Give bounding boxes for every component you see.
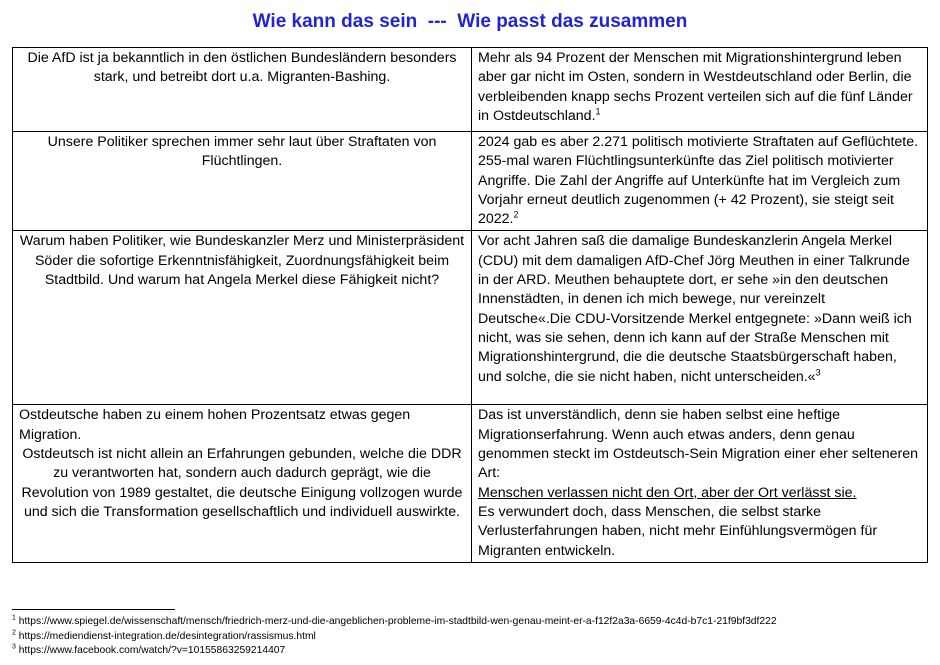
footnote-number: 1 <box>12 614 16 622</box>
footnote-ref: 1 <box>595 106 601 117</box>
fact-text: Vor acht Jahren saß die damalige Bundeskanzlerin Angela Merkel (CDU) mit dem damaligen AfD-Chef Jörg Meuthen in einer Talkrunde in der ARD. Meuthen behauptete dort, er sehe »in den deutschen Innenstädten, in denen ich mich bewege, nur vereinzelt Deutsche«.Die CDU-Vorsitzende Merkel entgegnete: »Dann weiß ich nicht, was sie sehen, denn ich kann auf der Straße Menschen mit Migrationshintergrund, die die deutsche Staatsbürgerschaft haben, und solche, die sie nicht haben, nicht unterscheiden.« <box>478 233 912 385</box>
page-title: Wie kann das sein --- Wie passt das zusammen <box>252 11 688 32</box>
statement-intro: Ostdeutsche haben zu einem hohen Prozentsatz etwas gegen Migration. <box>19 407 411 443</box>
table-row <box>13 132 928 231</box>
footnote-link[interactable]: https://mediendienst-integration.de/desintegration/rassismus.html <box>18 630 316 642</box>
fact-text: 2024 gab es aber 2.271 politisch motivierte Straftaten auf Geflüchtete. 255-mal waren Flüchtlingsunterkünfte das Ziel politisch motivierter Angriffe. Die Zahl der Angriffe auf Unterkünfte hat im Vergleich zum Vorjahr erneut deutlich zugenommen (+ 42 Prozent), sie steigt seit 2022. <box>478 134 919 228</box>
footnote-item <box>12 644 928 659</box>
statement-cell: Die AfD ist ja bekanntlich in den östlichen Bundesländern besonders stark, und betreibt dort u.a. Migranten-Bashing. <box>13 48 472 132</box>
fact-text: Mehr als 94 Prozent der Menschen mit Migrationshintergrund leben aber gar nicht im Osten, sondern in Westdeutschland oder Berlin, die verbleibenden knapp sechs Prozent verteilen sich auf die fünf Länder in Ostdeutschland. <box>478 50 913 124</box>
footnote-number: 3 <box>12 643 16 651</box>
statement-cell <box>13 405 472 562</box>
fact-cell <box>472 405 928 562</box>
footnote-divider <box>12 609 175 610</box>
table-row <box>13 48 928 132</box>
table-row <box>13 405 928 562</box>
comparison-table <box>12 47 928 563</box>
fact-cell <box>472 132 928 231</box>
statement-cell: Unsere Politiker sprechen immer sehr laut über Straftaten von Flüchtlingen. <box>13 132 472 231</box>
fact-conclusion: Es verwundert doch, dass Menschen, die selbst starke Verlusterfahrungen haben, nicht mehr Einfühlungsvermögen für Migranten entwickeln. <box>478 503 878 559</box>
statement-cell: Warum haben Politiker, wie Bundeskanzler Merz und Ministerpräsident Söder die sofortige Erkenntnisfähigkeit, Zuordnungsfähigkeit beim Stadtbild. Und warum hat Angela Merkel diese Fähigkeit nicht? <box>13 231 472 405</box>
footnote-ref: 2 <box>513 209 519 220</box>
footnote-link[interactable]: https://www.spiegel.de/wissenschaft/mensch/friedrich-merz-und-die-angeblichen-probleme-im-stadtbild-wen-genau-meint-er-a-f12f2a3a-6659-4c4d-b7c1-21f9bf3df222 <box>18 616 777 627</box>
fact-cell <box>472 231 928 405</box>
statement-body: Ostdeutsch ist nicht allein an Erfahrungen gebunden, welche die DDR zu verantworten hat, sondern auch dadurch geprägt, wie die Revolution von 1989 gestaltet, die deutsche Einigung vollzogen wurde und sich die Transformation gesellschaftlich und individuell auswirkte. <box>21 446 463 520</box>
fact-text: Das ist unverständlich, denn sie haben selbst eine heftige Migrationserfahrung. Wenn auch etwas anders, denn genau genommen steckt im Ostdeutsch-Sein Migration einer eher selteneren Art: <box>478 407 919 482</box>
footnote-link[interactable]: https://www.facebook.com/watch/?v=10155863259214407 <box>18 645 286 657</box>
fact-cell <box>472 48 928 132</box>
footnote-item <box>12 630 928 645</box>
footnotes <box>12 615 928 659</box>
fact-quote: Menschen verlassen nicht den Ort, aber der Ort verlässt sie. <box>478 484 857 501</box>
footnote-number: 2 <box>12 629 16 637</box>
table-row <box>13 231 928 405</box>
footnote-item <box>12 615 928 630</box>
footnote-ref: 3 <box>815 366 821 377</box>
